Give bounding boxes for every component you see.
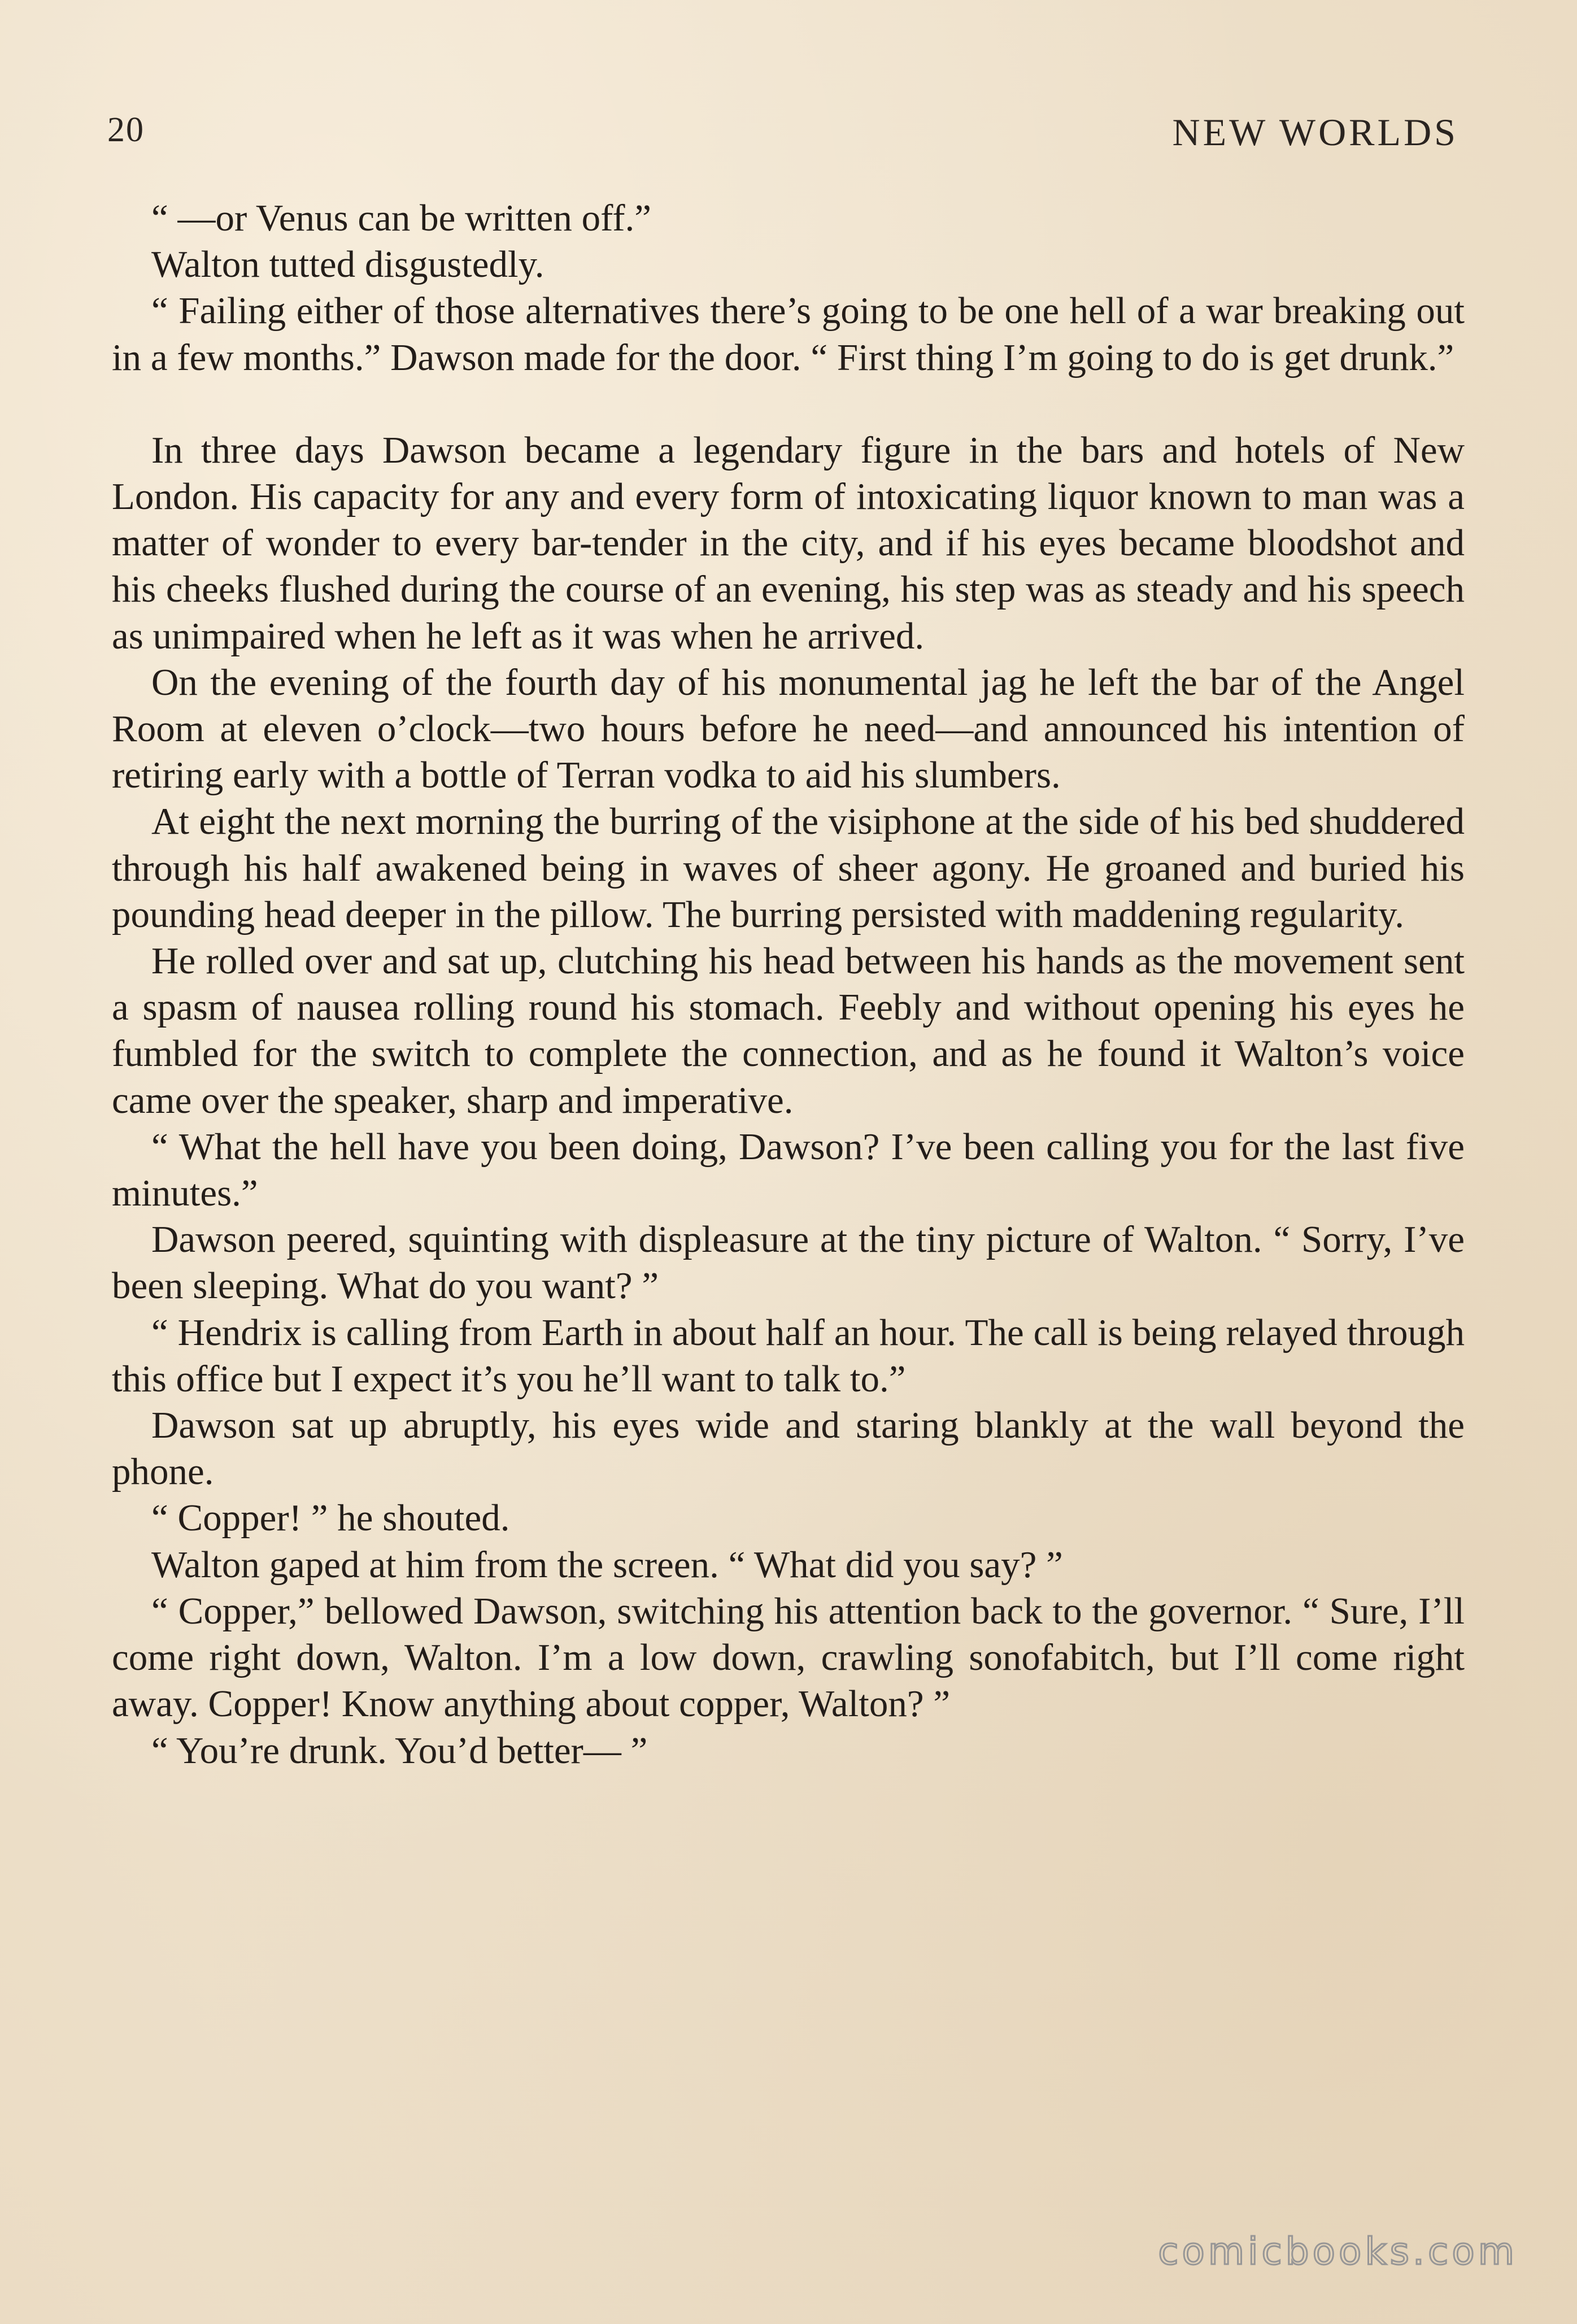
page-header — [107, 110, 1458, 161]
paragraph: “ Hendrix is calling from Earth in about half an hour. The call is being relayed through this office but I expect it’s you he’ll want to talk to.” — [112, 1311, 1465, 1400]
paragraph: In three days Dawson became a legendary figure in the bars and hotels of New London. His capacity for any and every form of intoxicating liquor known to man was a matter of wonder to every bar-tender in the city, and if his eyes became bloodshot and his cheeks flushed during the course of an evening, his step was as steady and his speech as unimpaired when he left as it was when he arrived. — [112, 429, 1465, 657]
paragraph: “ Copper,” bellowed Dawson, switching his attention back to the governor. “ Sure, I’ll come right down, Walton. I’m a low down, crawling sonofabitch, but I’ll come right away. Copper! Know anything about copper, Walton? ” — [112, 1590, 1465, 1725]
body-text — [112, 195, 1465, 1774]
paragraph: Dawson sat up abruptly, his eyes wide and staring blankly at the wall beyond the phone. — [112, 1404, 1465, 1493]
paragraph: “ —or Venus can be written off.” — [151, 197, 652, 239]
watermark: comicbooks.com — [1158, 2230, 1518, 2273]
page-number: 20 — [107, 111, 145, 149]
paragraph: “ You’re drunk. You’d better— ” — [151, 1729, 648, 1772]
paragraph: Dawson peered, squinting with displeasure at the tiny picture of Walton. “ Sorry, I’ve been sleeping. What do you want? ” — [112, 1218, 1465, 1307]
paragraph: “ Copper! ” he shouted. — [151, 1497, 510, 1539]
paragraph: “ What the hell have you been doing, Dawson? I’ve been calling you for the last five minutes.” — [112, 1125, 1465, 1215]
paragraph: At eight the next morning the burring of the visiphone at the side of his bed shuddered through his half awakened being in waves of sheer agony. He groaned and buried his pounding head deeper in the pillow. The burring persisted with maddening regularity. — [112, 800, 1465, 935]
paragraph: Walton gaped at him from the screen. “ What did you say? ” — [151, 1543, 1063, 1586]
paragraph: Walton tutted disgustedly. — [151, 243, 544, 286]
paragraph: He rolled over and sat up, clutching his head between his hands as the movement sent a spasm of nausea rolling round his stomach. Feebly and without opening his eyes he fumbled for the switch to complete the connection, and as he found it Walton’s voice came over the speaker, sharp and imperative. — [112, 940, 1465, 1121]
paragraph: “ Failing either of those alternatives there’s going to be one hell of a war breaking out in a few months.” Dawson made for the door. “ First thing I’m going to do is get drunk.” — [112, 290, 1465, 378]
running-head: NEW WORLDS — [1172, 111, 1458, 154]
paragraph: On the evening of the fourth day of his monumental jag he left the bar of the Angel Room at eleven o’clock—two hours before he need—and announced his intention of retiring early with a bottle of Terran vodka to aid his slumbers. — [112, 661, 1465, 797]
